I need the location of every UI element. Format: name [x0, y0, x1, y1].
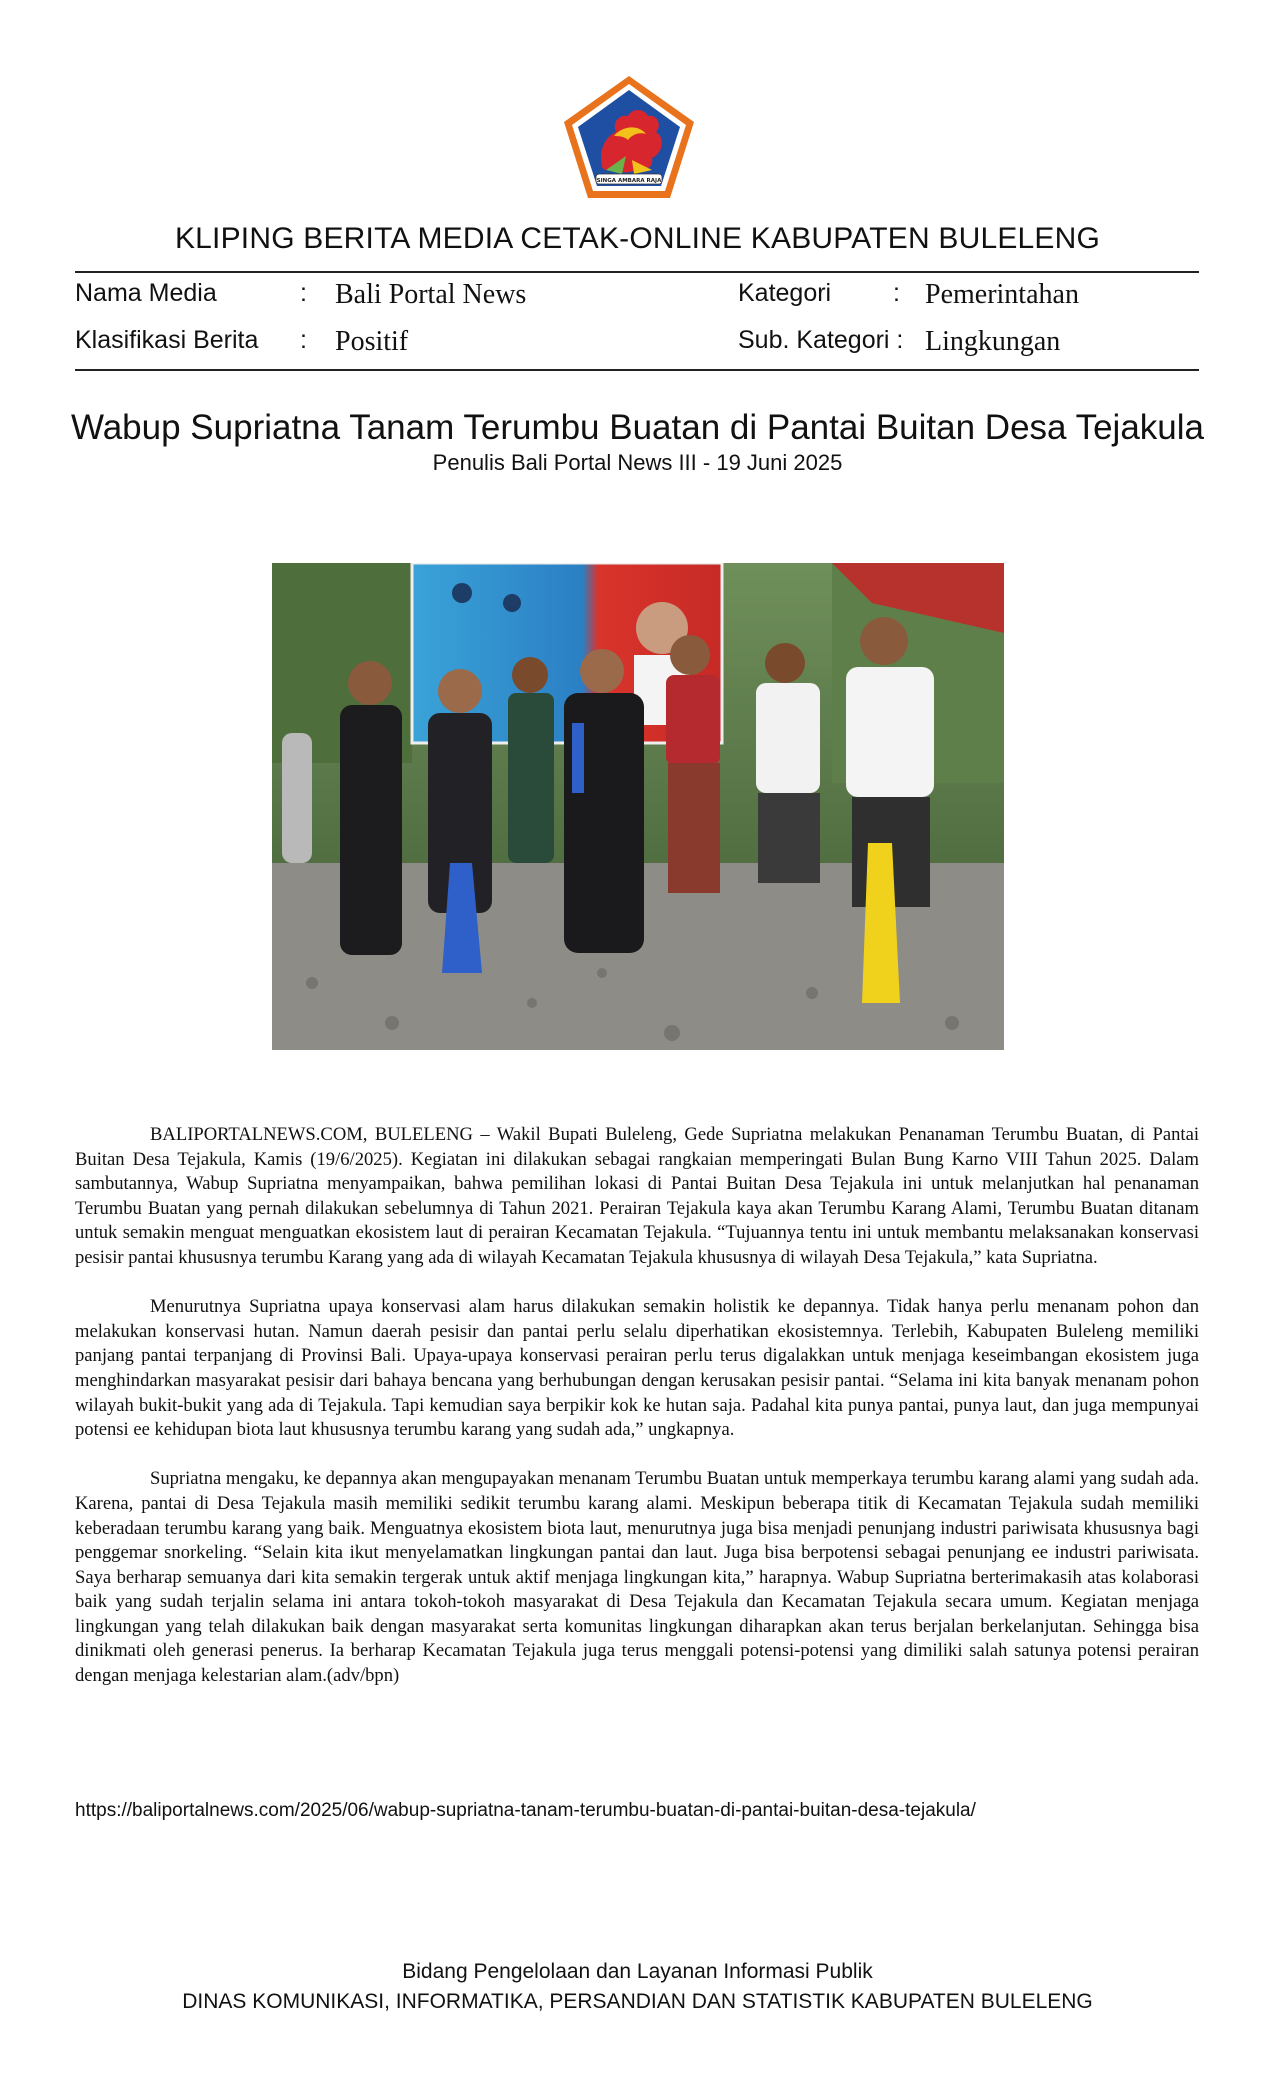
article-paragraph-1: BALIPORTALNEWS.COM, BULELENG – Wakil Bupati Buleleng, Gede Supriatna melakukan Penanaman Terumbu Buatan, di Pantai Buitan Desa Tejakula, Kamis (19/6/2025). Kegiatan ini dilakukan sebagai rangkaian memperingati Bulan Bung Karno VIII Tahun 2025. Dalam sambutannya, Wabup Supriatna menyampaikan, bahwa pemilihan lokasi di Pantai Buitan Desa Tejakula ini untuk melanjutkan hal penanaman Terumbu Buatan yang pernah dilakukan sebelumnya di Tahun 2021. Perairan Tejakula kaya akan Terumbu Karang Alami, Terumbu Buatan ditanam untuk semakin menguat menguatkan ekosistem laut di perairan Kecamatan Tejakula. “Tujuannya tentu ini untuk membantu melaksanakan konservasi pesisir pantai khususnya terumbu Karang yang ada di wilayah Kecamatan Tejakula khususnya di wilayah Desa Tejakula,” kata Supriatna. — [75, 1124, 1199, 1268]
klasifikasi-colon: : — [300, 326, 307, 354]
meta-bottom-rule — [75, 369, 1199, 371]
kategori-value: Pemerintahan — [925, 279, 1079, 310]
article-paragraph-2: Menurutnya Supriatna upaya konservasi alam harus dilakukan semakin holistik ke depannya. Tidak hanya perlu menanam pohon dan melakukan konservasi hutan. Namun daerah pesisir dan pantai perlu selalu diperhatikan ekosistemnya. Terlebih, Kabupaten Buleleng memiliki panjang pantai terpanjang di Provinsi Bali. Upaya-upaya konservasi perairan perlu terus digalakkan untuk menjaga keseimbangan ekosistem juga menghindarkan masyarakat pesisir dari bahaya bencana yang berhubungan dengan kerusakan pesisir pantai. “Selama ini kita banyak menanam pohon wilayah bukit-bukit yang ada di Tejakula. Tapi kemudian saya berpikir kok ke hutan saja. Padahal kita punya pantai, punya laut, dan juga mempunyai potensi ee kehidupan biota laut khususnya terumbu karang yang sudah ada,” ungkapnya. — [75, 1296, 1199, 1441]
kategori-label: Kategori — [738, 279, 832, 307]
klasifikasi-value: Positif — [335, 326, 409, 357]
article-byline: Penulis Bali Portal News III - 19 Juni 2025 — [432, 450, 843, 475]
photo-scene — [272, 563, 1004, 1050]
buleleng-regency-emblem — [562, 74, 696, 202]
article-body — [75, 1123, 1199, 1713]
emblem-motto: SINGA AMBARA RAJA — [596, 178, 662, 184]
media-value: Bali Portal News — [335, 279, 527, 310]
source-url: https://baliportalnews.com/2025/06/wabup-supriatna-tanam-terumbu-buatan-di-pantai-buitan-desa-tejakula/ — [75, 1800, 976, 1821]
article-photo — [272, 563, 1004, 1050]
media-colon: : — [300, 279, 307, 307]
kategori-colon: : — [893, 279, 900, 307]
header-title: KLIPING BERITA MEDIA CETAK-ONLINE KABUPATEN BULELENG — [174, 222, 1101, 255]
footer-division: Bidang Pengelolaan dan Layanan Informasi Publik — [402, 1960, 873, 1983]
media-label: Nama Media — [75, 279, 217, 307]
article-headline: Wabup Supriatna Tanam Terumbu Buatan di Pantai Buitan Desa Tejakula — [70, 408, 1205, 447]
footer-department: DINAS KOMUNIKASI, INFORMATIKA, PERSANDIAN DAN STATISTIK KABUPATEN BULELENG — [182, 1990, 1093, 2013]
article-paragraph-3: Supriatna mengaku, ke depannya akan mengupayakan menanam Terumbu Buatan untuk memperkaya terumbu karang alami yang sudah ada. Karena, pantai di Desa Tejakula masih memiliki sedikit terumbu karang alami. Meskipun beberapa titik di Kecamatan Tejakula sudah memiliki keberadaan terumbu karang yang baik. Menguatnya ekosistem biota laut, menurutnya juga bisa menjadi penunjang industri pariwisata khususnya bagi penggemar snorkeling. “Selain kita ikut menyelamatkan lingkungan pantai dan laut. Juga bisa berpotensi sebagai penunjang ee industri pariwisata. Saya berharap semuanya dari kita semakin tergerak untuk aktif menjaga lingkungan kita,” harapnya. Wabup Supriatna berterimakasih atas kolaborasi baik yang sudah terjalin selama ini antara tokoh-tokoh masyarakat di Desa Tejakula dan Kecamatan Tejakula secara umum. Kegiatan menjaga lingkungan yang telah dilakukan baik dengan masyarakat serta komunitas lingkungan diharapkan akan terus berjalan berkelanjutan. Sehingga bisa dinikmati oleh generasi penerus. Ia berharap Kecamatan Tejakula juga terus menggali potensi-potensi yang dimiliki salah satunya potensi perairan dengan menjaga kelestarian alam.(adv/bpn) — [75, 1468, 1199, 1687]
subkategori-value: Lingkungan — [925, 326, 1061, 357]
subkategori-label: Sub. Kategori : — [738, 326, 904, 354]
klasifikasi-label: Klasifikasi Berita — [75, 326, 259, 354]
header-top-rule — [75, 271, 1199, 273]
